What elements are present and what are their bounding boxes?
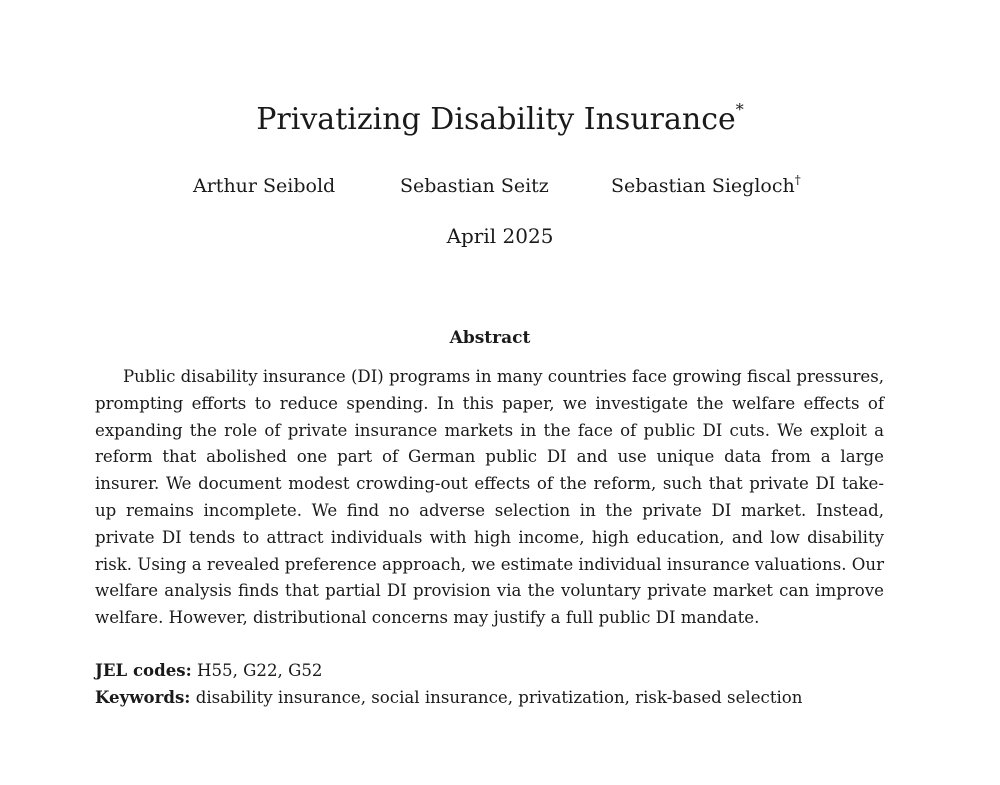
paper-title-text: Privatizing Disability Insurance [256, 102, 736, 137]
keywords-value: disability insurance, social insurance, privatization, risk-based selection [195, 688, 803, 707]
title-footnote-mark[interactable]: * [735, 100, 744, 119]
author-list [0, 172, 1000, 200]
author-name-text: Sebastian Seitz [400, 175, 549, 197]
publication-date: April 2025 [446, 224, 554, 248]
author-name [193, 172, 335, 200]
jel-codes [95, 657, 322, 684]
abstract-body: Public disability insurance (DI) programs in many countries face growing fiscal pressures, prompting efforts to reduce spending. In this paper, we investigate the welfare effects of expanding the role of private insurance markets in the face of public DI cuts. We exploit a reform that abolished one part of German public DI and use unique data from a large insurer. We document modest crowding-out effects of the reform, such that private DI take-up remains incomplete. We find no adverse selection in the private DI market. Instead, private DI tends to attract individuals with high income, high education, and low disability risk. Using a revealed preference approach, we estimate individual insurance valuations. Our welfare analysis finds that partial DI provision via the voluntary private market can improve welfare. However, distributional concerns may justify a full public DI mandate. [95, 367, 885, 628]
keywords [95, 684, 802, 711]
author-name-text: Arthur Seibold [193, 175, 336, 197]
author-name [611, 172, 801, 200]
abstract-heading: Abstract [449, 328, 531, 348]
author-footnote-mark[interactable]: † [794, 173, 801, 187]
paper-title [0, 100, 1000, 140]
jel-codes-label: JEL codes: [95, 660, 192, 680]
author-name [400, 172, 549, 200]
jel-codes-value: H55, G22, G52 [197, 661, 323, 680]
author-name-text: Sebastian Siegloch [611, 175, 795, 197]
keywords-label: Keywords: [95, 687, 191, 707]
